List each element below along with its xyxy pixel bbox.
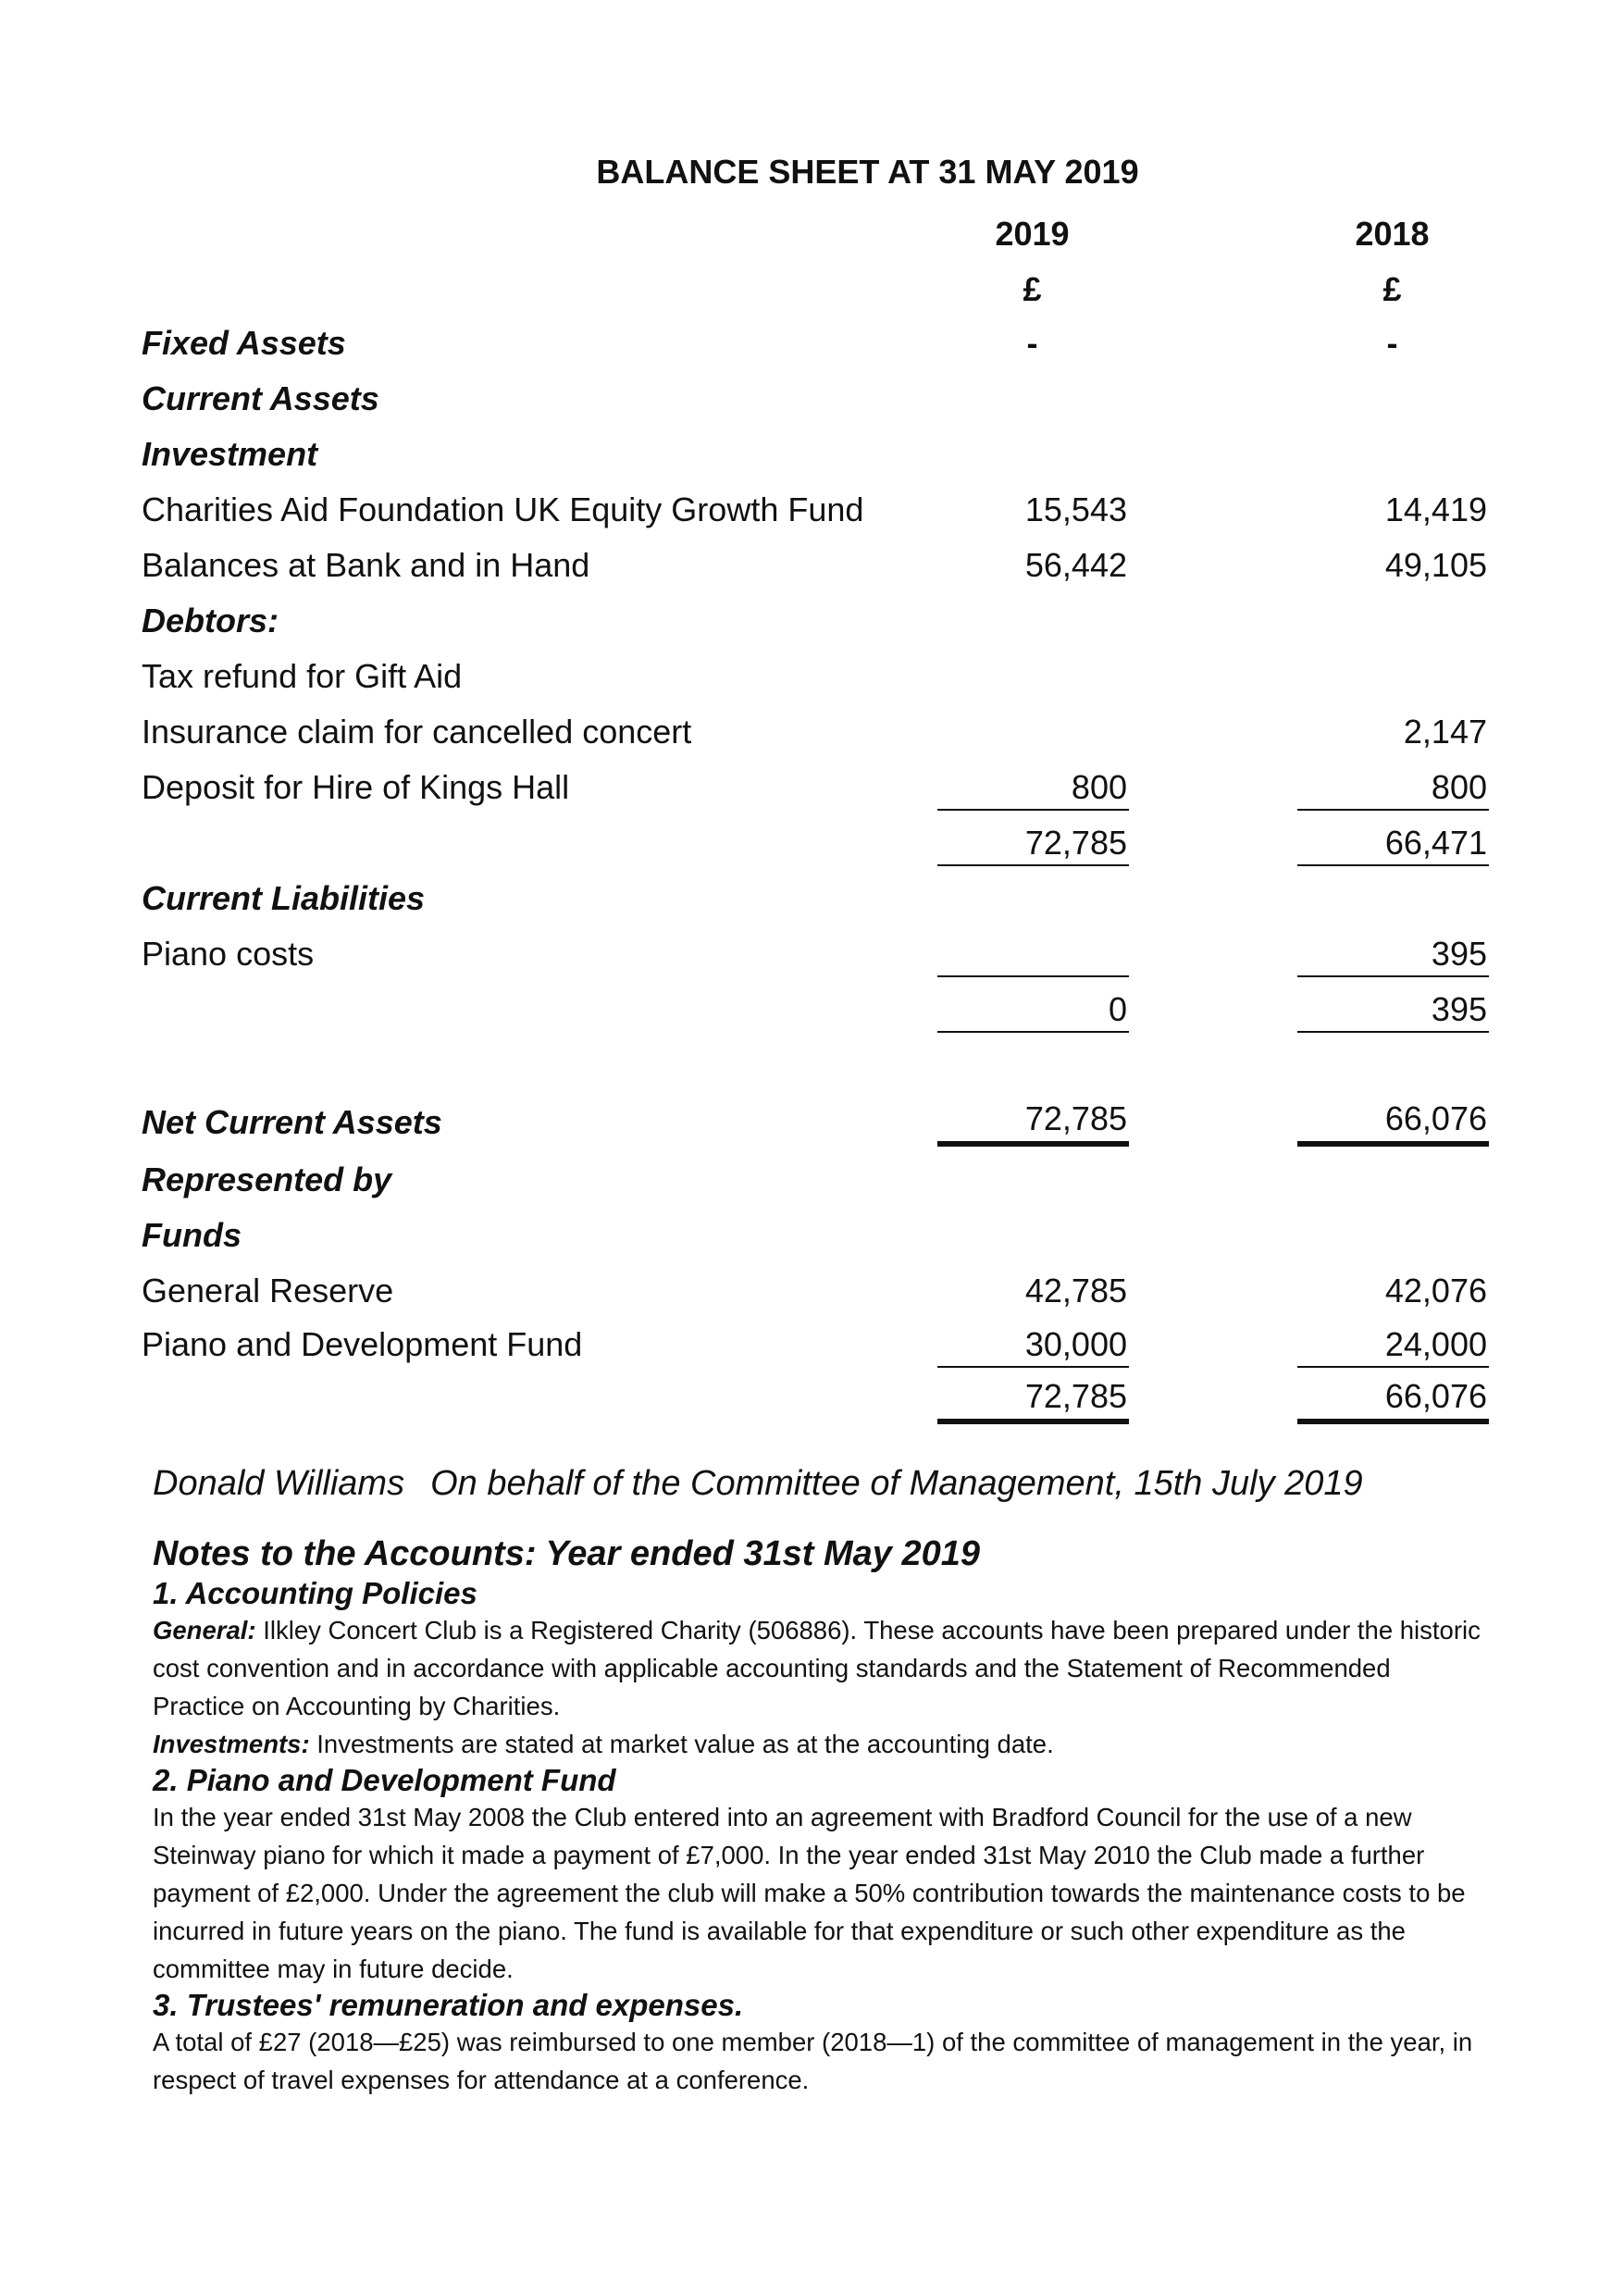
rule-subtotal-liabilities-2019 [937, 975, 1129, 977]
value-deposit-2019: 800 [1071, 768, 1127, 806]
label-current-liabilities: Current Liabilities [142, 879, 426, 917]
label-investment: Investment [142, 435, 318, 473]
value-caf-fund-2018: 14,419 [1384, 490, 1487, 528]
label-funds: Funds [142, 1216, 242, 1254]
value-general-reserve-2018: 42,076 [1384, 1272, 1487, 1309]
value-piano-fund-2019: 30,000 [1024, 1325, 1127, 1363]
value-liabilities-total-2018: 395 [1431, 990, 1487, 1028]
rule-subtotal-funds-2018 [1297, 1366, 1489, 1368]
label-current-assets: Current Assets [142, 379, 379, 417]
note-1-heading: 1. Accounting Policies [153, 1576, 477, 1610]
column-year-2019: 2019 [995, 215, 1070, 253]
page-title: BALANCE SHEET AT 31 MAY 2019 [596, 153, 1139, 191]
value-insurance-2018: 2,147 [1403, 713, 1487, 751]
value-piano-costs-2018: 395 [1431, 935, 1487, 973]
note-2-heading: 2. Piano and Development Fund [153, 1763, 616, 1797]
column-currency-2019: £ [1023, 270, 1042, 308]
label-gift-aid: Tax refund for Gift Aid [142, 657, 463, 695]
value-fixed-assets-2018: - [1386, 324, 1398, 362]
label-caf-fund: Charities Aid Foundation UK Equity Growth Fund [142, 490, 864, 528]
label-debtors: Debtors: [142, 602, 279, 639]
rule-funds-total-2019 [937, 1419, 1129, 1424]
signature-text: On behalf of the Committee of Management, 15th July 2019 [430, 1464, 1363, 1503]
label-net-current-assets: Net Current Assets [142, 1103, 442, 1141]
value-funds-total-2018: 66,076 [1384, 1377, 1487, 1415]
value-fixed-assets-2019: - [1026, 324, 1038, 362]
value-net-current-assets-2019: 72,785 [1024, 1099, 1127, 1137]
rule-subtotal-funds-2019 [937, 1366, 1129, 1368]
notes-heading: Notes to the Accounts: Year ended 31st May 2019 [153, 1534, 981, 1573]
rule-liabilities-total-2019 [937, 1031, 1129, 1033]
rule-assets-total-2019 [937, 864, 1129, 866]
value-piano-fund-2018: 24,000 [1384, 1325, 1487, 1363]
signatory-name: Donald Williams [153, 1464, 405, 1503]
value-liabilities-total-2019: 0 [1108, 990, 1127, 1028]
rule-net-current-assets-2019 [937, 1141, 1129, 1147]
column-currency-2018: £ [1382, 270, 1402, 308]
label-bank: Balances at Bank and in Hand [142, 546, 590, 584]
value-caf-fund-2019: 15,543 [1024, 490, 1127, 528]
label-general-reserve: General Reserve [142, 1272, 394, 1309]
column-year-2018: 2018 [1355, 215, 1430, 253]
rule-liabilities-total-2018 [1297, 1031, 1489, 1033]
rule-subtotal-assets-2019 [937, 809, 1129, 811]
signature-line [153, 1464, 1363, 1504]
label-piano-fund: Piano and Development Fund [142, 1325, 583, 1363]
note-2-text: In the year ended 31st May 2008 the Club entered into an agreement with Bradford Council for the use of a new Steinway piano for which it made a payment of £7,000. In the year ended 31st May 2010 the Club made a further payment of £2,000. Under the agreement the club will make a 50% contribution towards the maintenance costs to be incurred in future years on the piano. The fund is available for that expenditure or such other expenditure as the committee may in future decide. [153, 1803, 1466, 1983]
value-deposit-2018: 800 [1431, 768, 1487, 806]
note-3-heading: 3. Trustees' remuneration and expenses. [153, 1988, 744, 2022]
value-assets-total-2018: 66,471 [1384, 824, 1487, 862]
note-1-general [153, 1611, 1485, 1725]
note-1-investments [153, 1725, 1485, 1763]
note-1-general-label: General: [153, 1616, 256, 1644]
value-net-current-assets-2018: 66,076 [1384, 1099, 1487, 1137]
value-funds-total-2019: 72,785 [1024, 1377, 1127, 1415]
notes-section [153, 1534, 1485, 2099]
value-bank-2018: 49,105 [1384, 546, 1487, 584]
rule-subtotal-liabilities-2018 [1297, 975, 1489, 977]
rule-funds-total-2018 [1297, 1419, 1489, 1424]
label-piano-costs: Piano costs [142, 935, 315, 973]
rule-subtotal-assets-2018 [1297, 809, 1489, 811]
value-general-reserve-2019: 42,785 [1024, 1272, 1127, 1309]
note-1-general-text: Ilkley Concert Club is a Registered Charity (506886). These accounts have been prepared under the historic cost convention and in accordance with applicable accounting standards and the Statement of Recommended Practice on Accounting by Charities. [153, 1616, 1481, 1720]
label-insurance: Insurance claim for cancelled concert [142, 713, 692, 751]
rule-assets-total-2018 [1297, 864, 1489, 866]
value-assets-total-2019: 72,785 [1024, 824, 1127, 862]
label-deposit: Deposit for Hire of Kings Hall [142, 768, 570, 806]
label-fixed-assets: Fixed Assets [142, 324, 346, 362]
note-1-investments-label: Investments: [153, 1730, 310, 1758]
note-1-investments-text: Investments are stated at market value as at the accounting date. [316, 1730, 1054, 1758]
rule-net-current-assets-2018 [1297, 1141, 1489, 1147]
label-represented-by: Represented by [142, 1160, 392, 1198]
value-bank-2019: 56,442 [1024, 546, 1127, 584]
note-3-text: A total of £27 (2018—£25) was reimbursed to one member (2018—1) of the committee of management in the year, in respect of travel expenses for attendance at a conference. [153, 2028, 1473, 2094]
